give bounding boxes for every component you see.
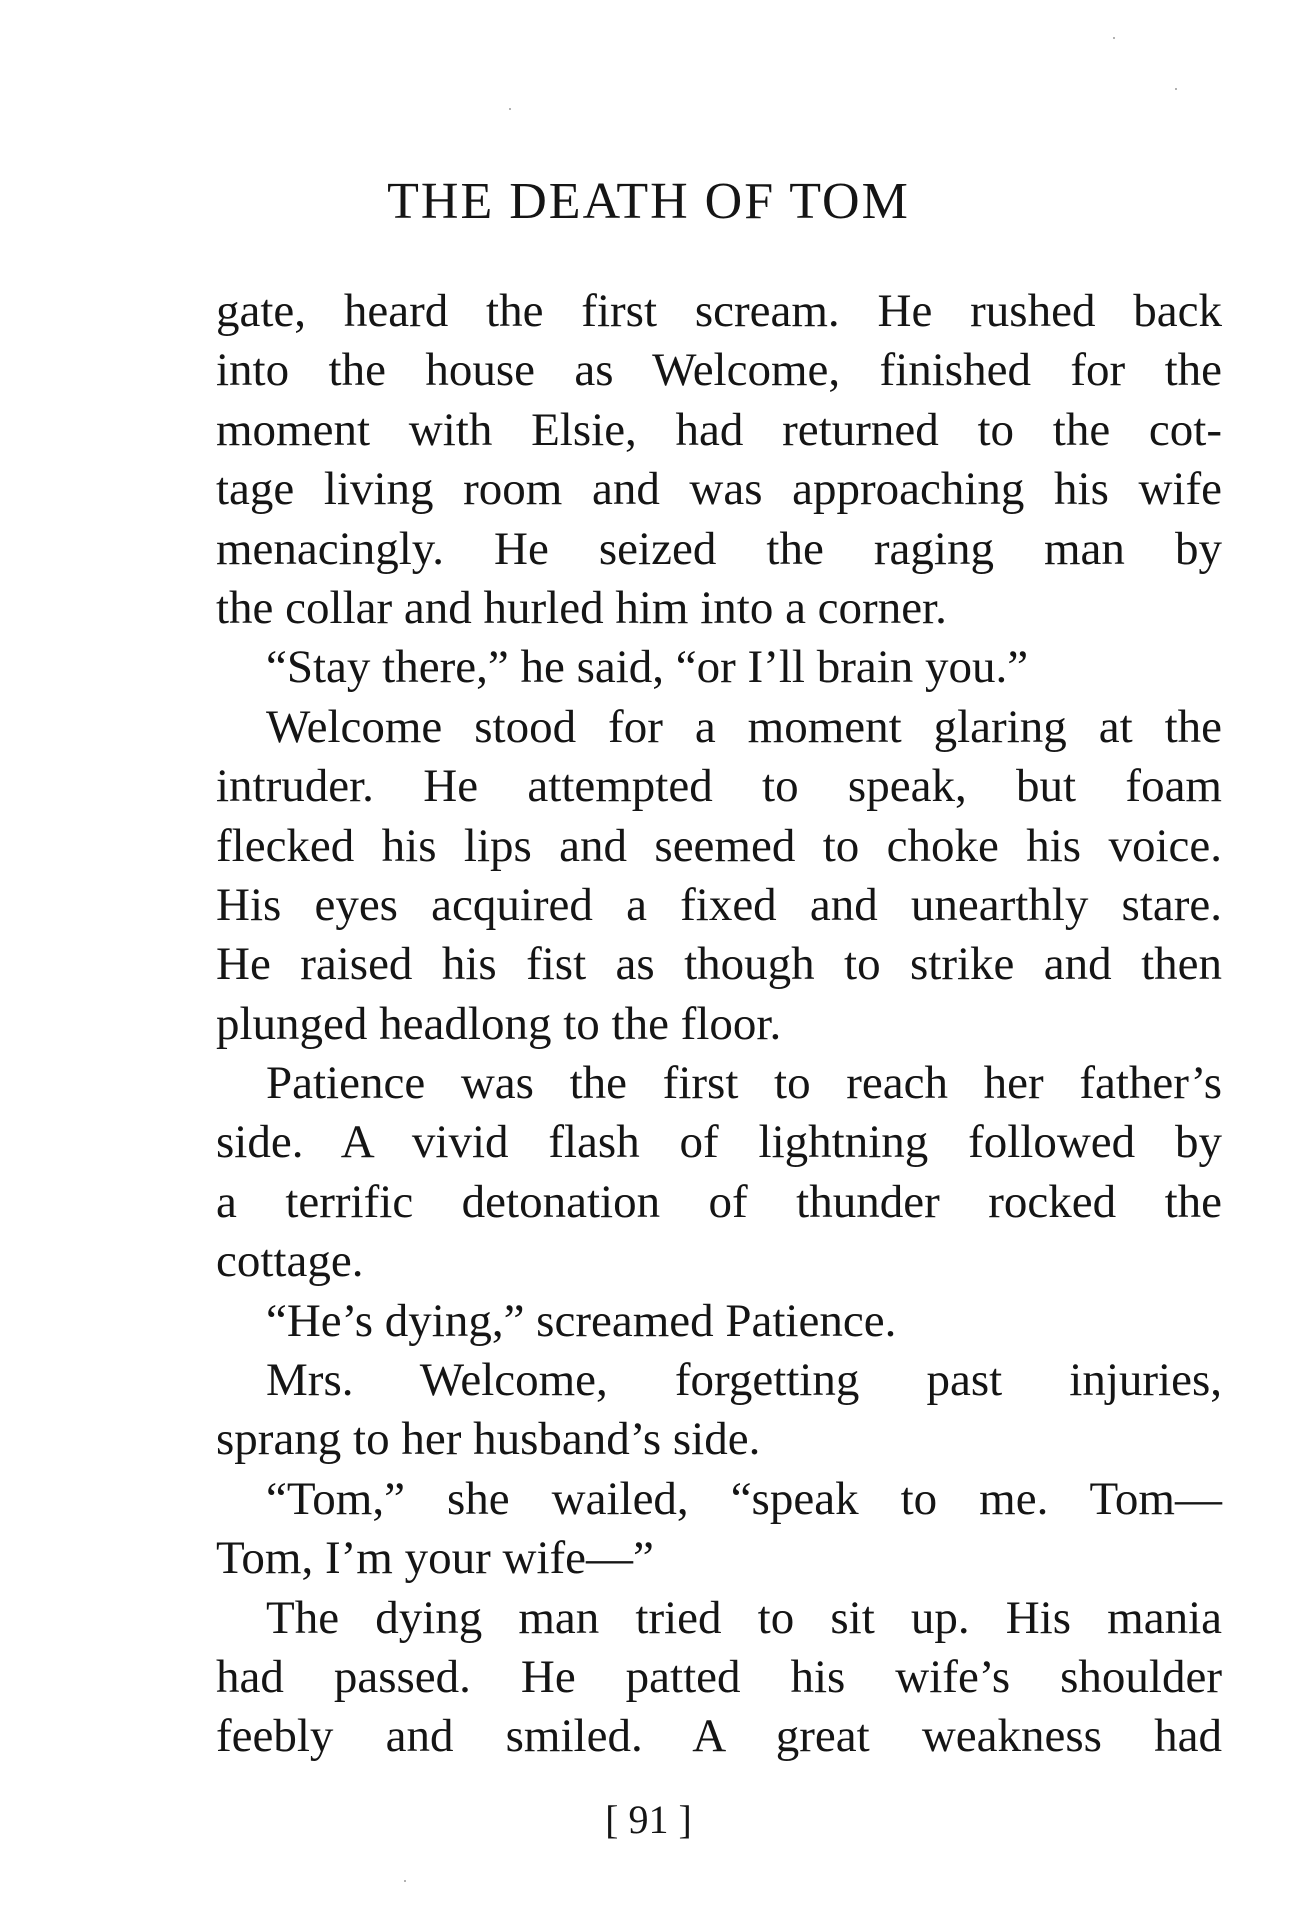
- text-line: menacingly. He seized the raging man by: [216, 522, 1222, 575]
- running-head: THE DEATH OF TOM: [387, 173, 910, 230]
- text-line: He raised his fist as though to strike and then: [216, 938, 1222, 991]
- text-line: Tom, I’m your wife—”: [216, 1532, 654, 1585]
- text-line: cottage.: [216, 1235, 364, 1288]
- text-line: His eyes acquired a fixed and unearthly stare.: [216, 878, 1222, 931]
- text-line: “Stay there,” he said, “or I’ll brain you.”: [266, 641, 1029, 694]
- text-line: “Tom,” she wailed, “speak to me. Tom—: [266, 1472, 1222, 1525]
- page-number: [ 91 ]: [605, 1797, 692, 1842]
- text-line: feebly and smiled. A great weakness had: [216, 1710, 1222, 1763]
- text-line: the collar and hurled him into a corner.: [216, 581, 947, 634]
- text-line: The dying man tried to sit up. His mania: [266, 1591, 1222, 1644]
- text-line: moment with Elsie, had returned to the cot-: [216, 403, 1222, 456]
- text-line: Mrs. Welcome, forgetting past injuries,: [266, 1354, 1222, 1407]
- scan-speck: [509, 108, 511, 110]
- text-line: had passed. He patted his wife’s shoulder: [216, 1650, 1222, 1703]
- text-line: flecked his lips and seemed to choke his voice.: [216, 819, 1222, 872]
- scan-speck: [404, 1880, 406, 1882]
- text-line: side. A vivid flash of lightning followed by: [216, 1116, 1222, 1169]
- text-line: “He’s dying,” screamed Patience.: [266, 1294, 897, 1347]
- text-line: tage living room and was approaching his wife: [216, 463, 1222, 516]
- body-text: [216, 282, 1222, 1767]
- text-line: plunged headlong to the floor.: [216, 997, 782, 1050]
- scan-speck: [1113, 37, 1115, 39]
- text-line: gate, heard the first scream. He rushed back: [216, 285, 1222, 337]
- scan-speck: [1175, 88, 1177, 90]
- text-line: into the house as Welcome, finished for the: [216, 344, 1222, 397]
- text-line: intruder. He attempted to speak, but foam: [216, 760, 1222, 813]
- text-line: sprang to her husband’s side.: [216, 1413, 761, 1466]
- text-line: a terrific detonation of thunder rocked the: [216, 1175, 1222, 1228]
- text-line: Patience was the first to reach her father’s: [266, 1057, 1222, 1110]
- text-line: Welcome stood for a moment glaring at the: [266, 700, 1222, 753]
